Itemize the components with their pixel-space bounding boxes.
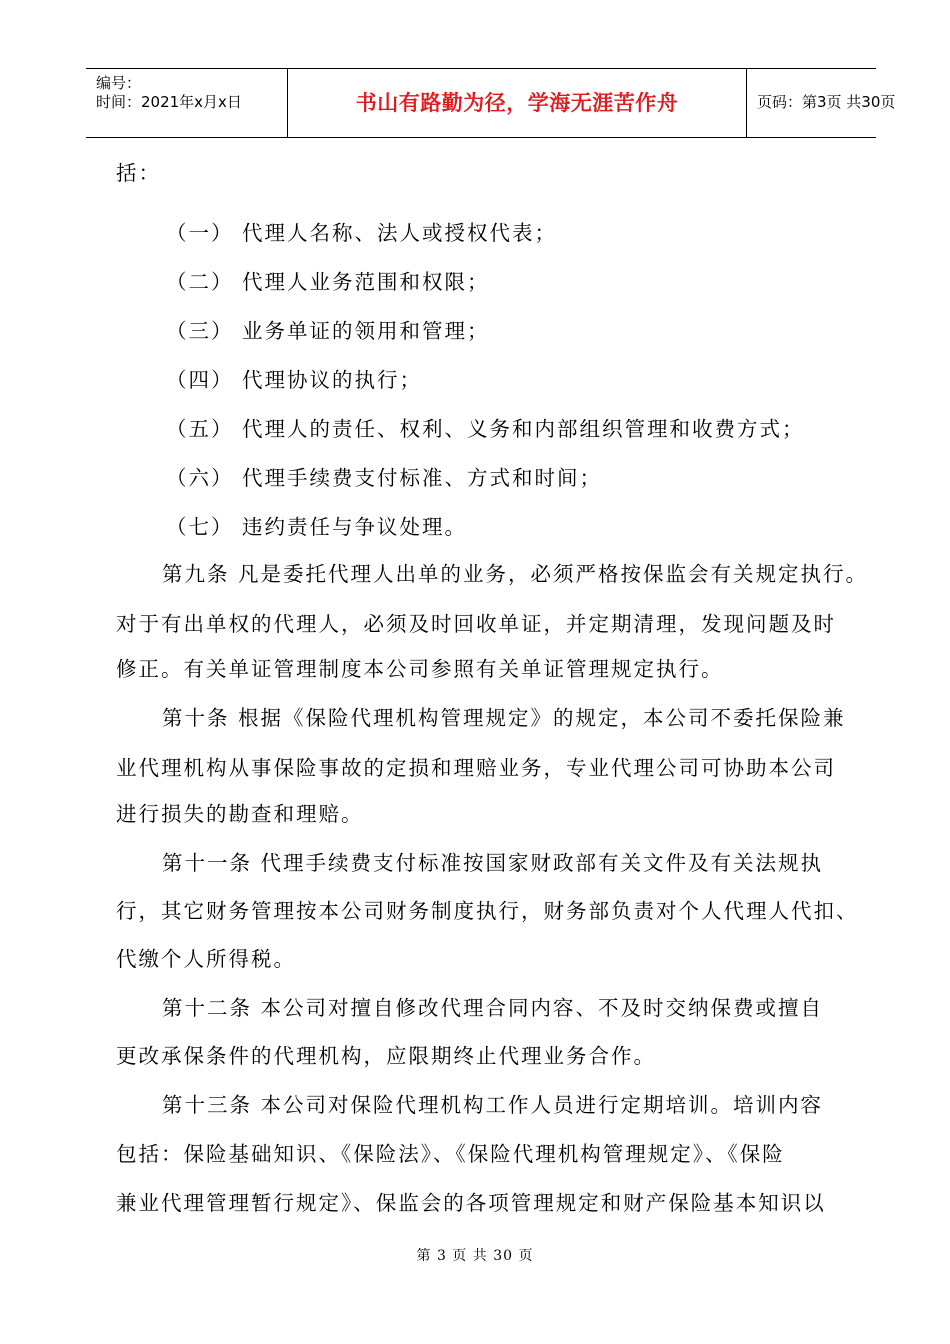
article-12-line-1: 第十二条 本公司对擅自修改代理合同内容、不及时交纳保费或擅自 bbox=[162, 996, 824, 1020]
list-item: （七） 违约责任与争议处理。 bbox=[166, 515, 468, 539]
list-item: （四） 代理协议的执行； bbox=[166, 368, 423, 392]
list-item: （二） 代理人业务范围和权限； bbox=[166, 270, 490, 294]
article-11-line-2: 行，其它财务管理按本公司财务制度执行，财务部负责对个人代理人代扣、 bbox=[116, 899, 859, 923]
page-header bbox=[86, 68, 896, 138]
header-motto: 书山有路勤为径，学海无涯苦作舟 bbox=[355, 91, 679, 115]
article-10-line-2: 业代理机构从事保险事故的定损和理赔业务，专业代理公司可协助本公司 bbox=[116, 756, 836, 780]
page-footer: 第 3 页 共 30 页 bbox=[416, 1248, 534, 1264]
body-line: 括： bbox=[116, 161, 161, 185]
article-12-line-2: 更改承保条件的代理机构，应限期终止代理业务合作。 bbox=[116, 1044, 656, 1068]
list-item: （五） 代理人的责任、权利、义务和内部组织管理和收费方式； bbox=[166, 417, 805, 441]
header-page-cell bbox=[747, 69, 896, 137]
article-13-line-2: 包括：保险基础知识、《保险法》、《保险代理机构管理规定》、《保险 bbox=[116, 1142, 785, 1166]
article-10-line-3: 进行损失的勘查和理赔。 bbox=[116, 802, 364, 826]
list-item: （六） 代理手续费支付标准、方式和时间； bbox=[166, 466, 603, 490]
header-motto-cell bbox=[287, 69, 747, 137]
list-item: （三） 业务单证的领用和管理； bbox=[166, 319, 490, 343]
article-9-line-2: 对于有出单权的代理人，必须及时回收单证，并定期清理，发现问题及时 bbox=[116, 612, 836, 636]
list-item: （一） 代理人名称、法人或授权代表； bbox=[166, 221, 558, 245]
article-9-line-1: 第九条 凡是委托代理人出单的业务，必须严格按保监会有关规定执行。 bbox=[162, 562, 869, 586]
header-meta-cell bbox=[86, 69, 287, 137]
document-date: 时间：2021年x月x日 bbox=[96, 93, 242, 111]
article-13-line-1: 第十三条 本公司对保险代理机构工作人员进行定期培训。培训内容 bbox=[162, 1093, 824, 1117]
article-11-line-1: 第十一条 代理手续费支付标准按国家财政部有关文件及有关法规执 bbox=[162, 851, 824, 875]
article-13-line-3: 兼业代理管理暂行规定》、保监会的各项管理规定和财产保险基本知识以 bbox=[116, 1191, 826, 1215]
article-9-line-3: 修正。有关单证管理制度本公司参照有关单证管理规定执行。 bbox=[116, 657, 724, 681]
header-page-number: 页码：第3页 共30页 bbox=[757, 93, 896, 111]
article-10-line-1: 第十条 根据《保险代理机构管理规定》的规定，本公司不委托保险兼 bbox=[162, 706, 846, 730]
document-number: 编号： bbox=[96, 74, 142, 92]
article-11-line-3: 代缴个人所得税。 bbox=[116, 947, 296, 971]
